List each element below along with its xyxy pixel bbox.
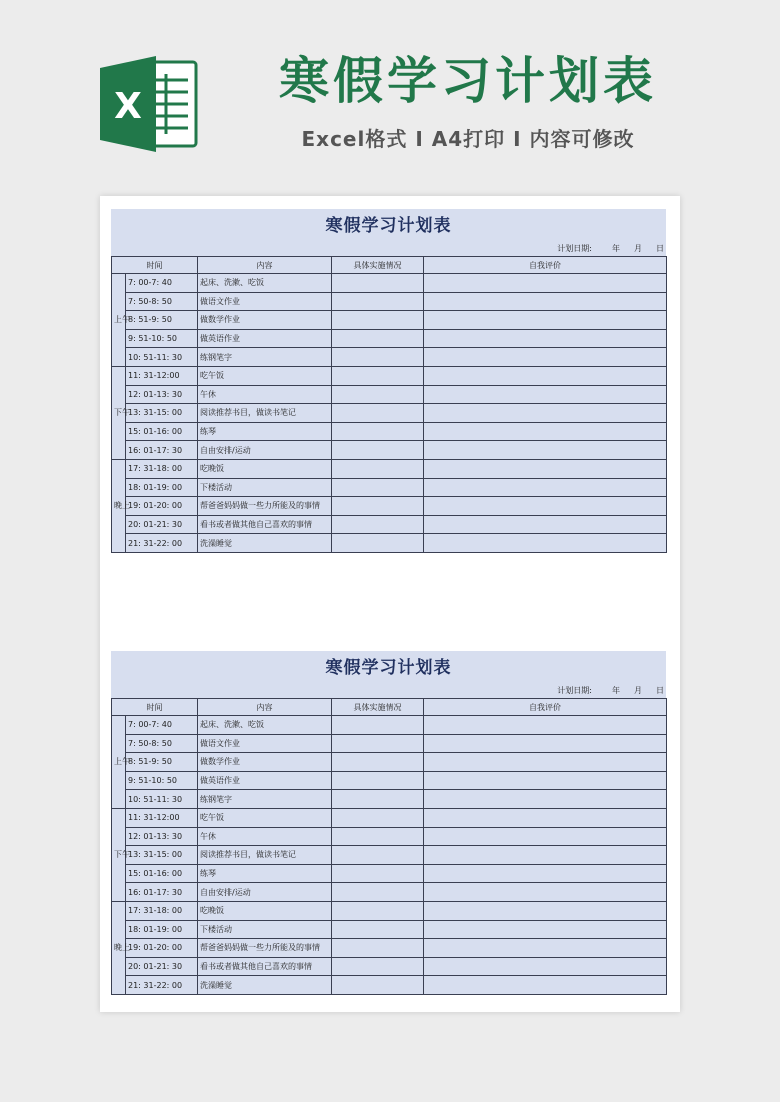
content-cell: 帮爸爸妈妈做一些力所能及的事情 [198, 939, 332, 958]
table-row [112, 716, 667, 735]
month-label: 月 [634, 686, 642, 695]
table-row [112, 366, 667, 385]
table-row [112, 939, 667, 958]
date-label: 计划日期: [557, 686, 592, 695]
implementation-cell[interactable] [332, 515, 424, 534]
self-evaluation-cell[interactable] [424, 957, 667, 976]
self-evaluation-cell[interactable] [424, 901, 667, 920]
period-label: 晚上 [112, 901, 126, 994]
implementation-cell[interactable] [332, 404, 424, 423]
implementation-cell[interactable] [332, 366, 424, 385]
content-cell: 帮爸爸妈妈做一些力所能及的事情 [198, 497, 332, 516]
time-cell: 12: 01-13: 30 [126, 385, 198, 404]
plan-date-line [111, 684, 666, 698]
time-cell: 8: 51-9: 50 [126, 311, 198, 330]
content-cell: 起床、洗漱、吃饭 [198, 716, 332, 735]
table-row [112, 329, 667, 348]
implementation-cell[interactable] [332, 883, 424, 902]
date-label: 计划日期: [557, 244, 592, 253]
content-cell: 下楼活动 [198, 478, 332, 497]
self-evaluation-cell[interactable] [424, 883, 667, 902]
implementation-cell[interactable] [332, 939, 424, 958]
content-cell: 吃午饭 [198, 808, 332, 827]
content-cell: 午休 [198, 827, 332, 846]
self-evaluation-cell[interactable] [424, 864, 667, 883]
implementation-cell[interactable] [332, 716, 424, 735]
self-evaluation-cell[interactable] [424, 497, 667, 516]
time-cell: 21: 31-22: 00 [126, 534, 198, 553]
content-cell: 洗澡睡觉 [198, 534, 332, 553]
time-cell: 19: 01-20: 00 [126, 497, 198, 516]
table-row [112, 920, 667, 939]
implementation-cell[interactable] [332, 441, 424, 460]
time-cell: 15: 01-16: 00 [126, 864, 198, 883]
content-cell: 看书或者做其他自己喜欢的事情 [198, 957, 332, 976]
time-cell: 10: 51-11: 30 [126, 348, 198, 367]
table-row [112, 459, 667, 478]
implementation-cell[interactable] [332, 274, 424, 293]
month-label: 月 [634, 244, 642, 253]
content-cell: 做语文作业 [198, 292, 332, 311]
column-header-time: 时间 [112, 257, 198, 274]
table-row [112, 292, 667, 311]
self-evaluation-cell[interactable] [424, 385, 667, 404]
table-row [112, 976, 667, 995]
self-evaluation-cell[interactable] [424, 478, 667, 497]
banner-title: 寒假学习计划表 [279, 52, 657, 110]
content-cell: 做数学作业 [198, 311, 332, 330]
content-cell: 自由安排/运动 [198, 883, 332, 902]
table-row [112, 771, 667, 790]
banner-subtitle: Excel格式 Ⅰ A4打印 Ⅰ 内容可修改 [301, 127, 635, 151]
self-evaluation-cell[interactable] [424, 808, 667, 827]
self-evaluation-cell[interactable] [424, 459, 667, 478]
svg-text:X: X [114, 86, 142, 127]
self-evaluation-cell[interactable] [424, 404, 667, 423]
implementation-cell[interactable] [332, 459, 424, 478]
self-evaluation-cell[interactable] [424, 311, 667, 330]
content-cell: 吃晚饭 [198, 901, 332, 920]
content-cell: 洗澡睡觉 [198, 976, 332, 995]
table-row [112, 957, 667, 976]
table-row [112, 864, 667, 883]
self-evaluation-cell[interactable] [424, 846, 667, 865]
time-cell: 18: 01-19: 00 [126, 920, 198, 939]
table-row [112, 441, 667, 460]
content-cell: 做英语作业 [198, 771, 332, 790]
table-row [112, 404, 667, 423]
content-cell: 练琴 [198, 422, 332, 441]
implementation-cell[interactable] [332, 827, 424, 846]
time-cell: 15: 01-16: 00 [126, 422, 198, 441]
plan-sheet [111, 651, 666, 995]
sheet-title: 寒假学习计划表 [111, 209, 666, 242]
day-label: 日 [656, 686, 664, 695]
implementation-cell[interactable] [332, 534, 424, 553]
implementation-cell[interactable] [332, 753, 424, 772]
table-row [112, 385, 667, 404]
time-cell: 17: 31-18: 00 [126, 459, 198, 478]
content-cell: 下楼活动 [198, 920, 332, 939]
table-row [112, 827, 667, 846]
self-evaluation-cell[interactable] [424, 534, 667, 553]
content-cell: 练钢笔字 [198, 348, 332, 367]
table-row [112, 790, 667, 809]
implementation-cell[interactable] [332, 478, 424, 497]
implementation-cell[interactable] [332, 976, 424, 995]
column-header-content: 内容 [198, 257, 332, 274]
time-cell: 12: 01-13: 30 [126, 827, 198, 846]
implementation-cell[interactable] [332, 292, 424, 311]
content-cell: 阅读推荐书目，做读书笔记 [198, 404, 332, 423]
plan-date-line [111, 242, 666, 256]
table-header-row [112, 699, 667, 716]
column-header-implementation: 具体实施情况 [332, 257, 424, 274]
year-label: 年 [612, 686, 620, 695]
column-header-content: 内容 [198, 699, 332, 716]
implementation-cell[interactable] [332, 771, 424, 790]
implementation-cell[interactable] [332, 957, 424, 976]
excel-icon [100, 56, 200, 152]
content-cell: 起床、洗漱、吃饭 [198, 274, 332, 293]
column-header-self-evaluation: 自我评价 [424, 257, 667, 274]
implementation-cell[interactable] [332, 920, 424, 939]
content-cell: 自由安排/运动 [198, 441, 332, 460]
time-cell: 7: 00-7: 40 [126, 274, 198, 293]
self-evaluation-cell[interactable] [424, 366, 667, 385]
content-cell: 吃午饭 [198, 366, 332, 385]
self-evaluation-cell[interactable] [424, 920, 667, 939]
time-cell: 9: 51-10: 50 [126, 329, 198, 348]
self-evaluation-cell[interactable] [424, 515, 667, 534]
implementation-cell[interactable] [332, 422, 424, 441]
document-page [100, 196, 680, 1012]
implementation-cell[interactable] [332, 808, 424, 827]
time-cell: 17: 31-18: 00 [126, 901, 198, 920]
time-cell: 10: 51-11: 30 [126, 790, 198, 809]
self-evaluation-cell[interactable] [424, 734, 667, 753]
time-cell: 18: 01-19: 00 [126, 478, 198, 497]
implementation-cell[interactable] [332, 846, 424, 865]
content-cell: 做数学作业 [198, 753, 332, 772]
time-cell: 7: 50-8: 50 [126, 292, 198, 311]
header-banner [0, 0, 780, 190]
self-evaluation-cell[interactable] [424, 790, 667, 809]
content-cell: 午休 [198, 385, 332, 404]
table-row [112, 846, 667, 865]
self-evaluation-cell[interactable] [424, 976, 667, 995]
content-cell: 练钢笔字 [198, 790, 332, 809]
self-evaluation-cell[interactable] [424, 753, 667, 772]
day-label: 日 [656, 244, 664, 253]
table-row [112, 734, 667, 753]
table-row [112, 808, 667, 827]
self-evaluation-cell[interactable] [424, 939, 667, 958]
self-evaluation-cell[interactable] [424, 329, 667, 348]
time-cell: 19: 01-20: 00 [126, 939, 198, 958]
self-evaluation-cell[interactable] [424, 827, 667, 846]
table-row [112, 497, 667, 516]
column-header-time: 时间 [112, 699, 198, 716]
implementation-cell[interactable] [332, 329, 424, 348]
implementation-cell[interactable] [332, 348, 424, 367]
content-cell: 做英语作业 [198, 329, 332, 348]
column-header-implementation: 具体实施情况 [332, 699, 424, 716]
year-label: 年 [612, 244, 620, 253]
table-row [112, 901, 667, 920]
implementation-cell[interactable] [332, 790, 424, 809]
implementation-cell[interactable] [332, 497, 424, 516]
column-header-self-evaluation: 自我评价 [424, 699, 667, 716]
period-label: 下午 [112, 808, 126, 901]
plan-table [111, 698, 667, 995]
table-row [112, 422, 667, 441]
self-evaluation-cell[interactable] [424, 274, 667, 293]
time-cell: 7: 00-7: 40 [126, 716, 198, 735]
time-cell: 13: 31-15: 00 [126, 404, 198, 423]
table-row [112, 274, 667, 293]
self-evaluation-cell[interactable] [424, 716, 667, 735]
time-cell: 7: 50-8: 50 [126, 734, 198, 753]
table-row [112, 883, 667, 902]
time-cell: 9: 51-10: 50 [126, 771, 198, 790]
sheet-title: 寒假学习计划表 [111, 651, 666, 684]
self-evaluation-cell[interactable] [424, 348, 667, 367]
content-cell: 阅读推荐书目，做读书笔记 [198, 846, 332, 865]
table-row [112, 515, 667, 534]
self-evaluation-cell[interactable] [424, 292, 667, 311]
content-cell: 看书或者做其他自己喜欢的事情 [198, 515, 332, 534]
period-label: 上午 [112, 274, 126, 367]
table-row [112, 311, 667, 330]
table-header-row [112, 257, 667, 274]
table-row [112, 753, 667, 772]
time-cell: 21: 31-22: 00 [126, 976, 198, 995]
self-evaluation-cell[interactable] [424, 771, 667, 790]
plan-sheet [111, 209, 666, 553]
implementation-cell[interactable] [332, 311, 424, 330]
time-cell: 13: 31-15: 00 [126, 846, 198, 865]
implementation-cell[interactable] [332, 901, 424, 920]
implementation-cell[interactable] [332, 734, 424, 753]
time-cell: 16: 01-17: 30 [126, 441, 198, 460]
period-label: 下午 [112, 366, 126, 459]
content-cell: 做语文作业 [198, 734, 332, 753]
time-cell: 8: 51-9: 50 [126, 753, 198, 772]
content-cell: 吃晚饭 [198, 459, 332, 478]
period-label: 上午 [112, 716, 126, 809]
time-cell: 11: 31-12:00 [126, 808, 198, 827]
time-cell: 20: 01-21: 30 [126, 957, 198, 976]
plan-table [111, 256, 667, 553]
table-row [112, 534, 667, 553]
period-label: 晚上 [112, 459, 126, 552]
implementation-cell[interactable] [332, 864, 424, 883]
implementation-cell[interactable] [332, 385, 424, 404]
self-evaluation-cell[interactable] [424, 422, 667, 441]
time-cell: 11: 31-12:00 [126, 366, 198, 385]
time-cell: 16: 01-17: 30 [126, 883, 198, 902]
table-row [112, 478, 667, 497]
time-cell: 20: 01-21: 30 [126, 515, 198, 534]
table-row [112, 348, 667, 367]
self-evaluation-cell[interactable] [424, 441, 667, 460]
content-cell: 练琴 [198, 864, 332, 883]
